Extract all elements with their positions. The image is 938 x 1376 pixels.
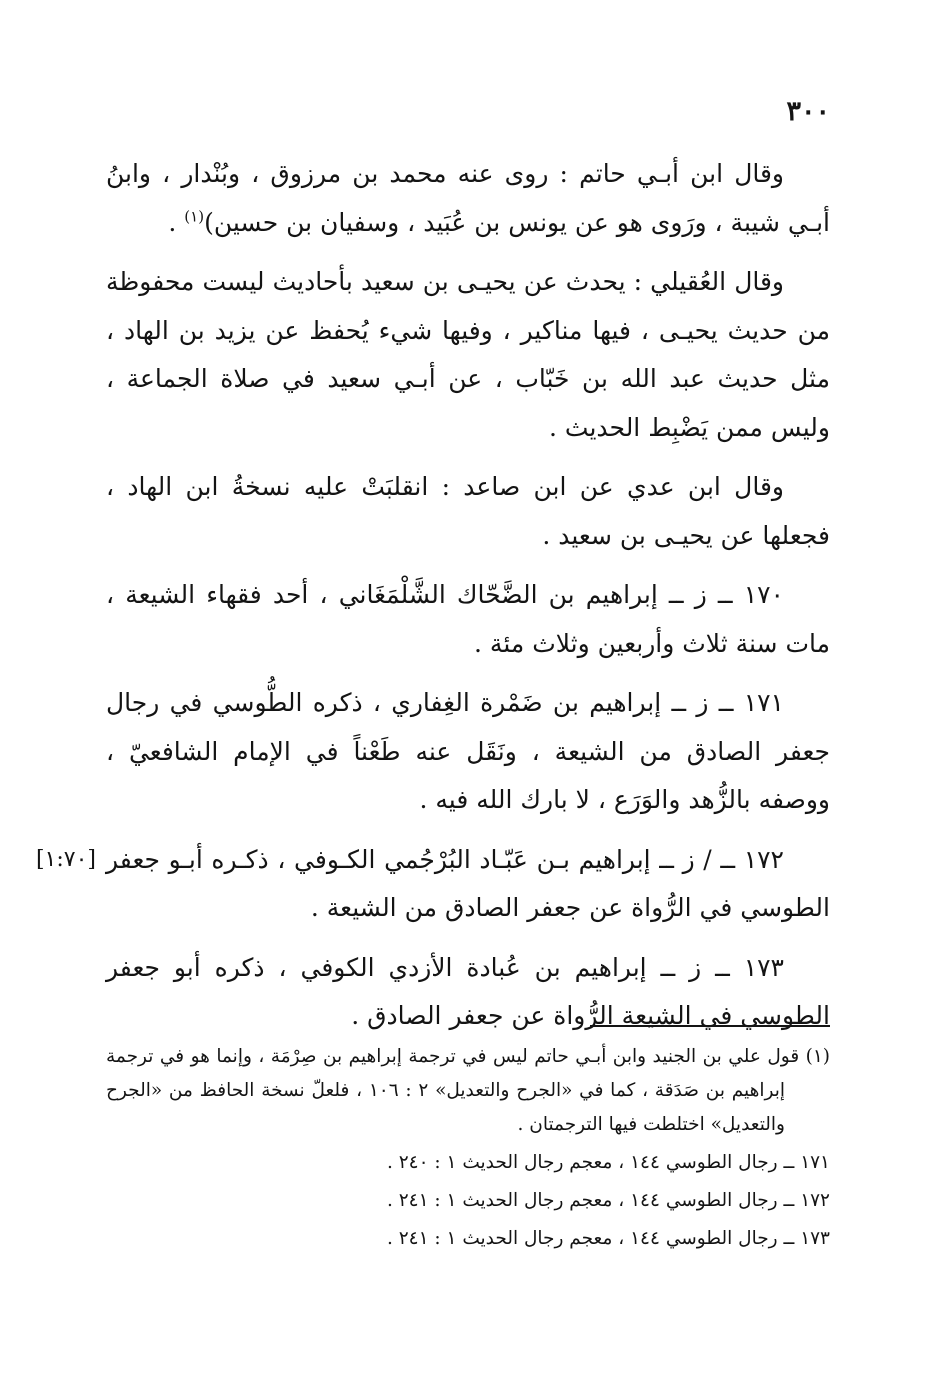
footnote-source-173: ١٧٣ ــ رجال الطوسي ١٤٤ ، معجم رجال الحديث ١ : ٢٤١ . <box>386 1228 830 1249</box>
footnotes <box>106 1040 830 1260</box>
footnote-source-171: ١٧١ ــ رجال الطوسي ١٤٤ ، معجم رجال الحديث ١ : ٢٤٠ . <box>386 1152 830 1173</box>
footnote-marker: (١) <box>184 207 205 226</box>
paragraph-end: . <box>168 207 185 237</box>
paragraph-ibn-adi: وقال ابن عدي عن ابن صاعد : انقلبَتْ عليه نسخةُ ابن الهاد ، فجعلها عن يحيـى بن سعيد . <box>106 472 830 550</box>
entry-172: ١٧٢ ــ / ز ــ إبراهيم بـن عَبّـاد البُرْجُمي الكـوفي ، ذكـره أبـو جعفر الطوسي في الرُّواة عن جعفر الصادق من الشيعة . <box>106 844 830 922</box>
footnote-divider <box>590 1025 830 1027</box>
entry-172-wrapper <box>35 836 830 933</box>
page-number: ٣٠٠ <box>786 96 830 127</box>
marginal-reference: [١:٧٠] <box>35 846 96 872</box>
paragraph-text: وقال ابن أبـي حاتم : روى عنه محمد بن مرزوق ، وبُنْدار ، وابنُ أبـي شيبة ، ورَوى هو عن يونس بن عُبَيد ، وسفيان بن حسين) <box>106 159 830 237</box>
main-text <box>35 150 830 1052</box>
entry-171: ١٧١ ــ ز ــ إبراهيم بن ضَمْرة الغِفاري ، ذكره الطُّوسي في رجال جعفر الصادق من الشيعة ، ونَقَل عنه طَعْناً في الإمام الشافعيّ ، ووصفه بالزُّهد والوَرَع ، لا بارك الله فيه . <box>106 688 830 814</box>
entry-170: ١٧٠ ــ ز ــ إبراهيم بن الضَّحّاك الشَّلْمَغَاني ، أحد فقهاء الشيعة ، مات سنة ثلاث وأربعين وثلاث مئة . <box>106 580 830 658</box>
footnote-source-172: ١٧٢ ــ رجال الطوسي ١٤٤ ، معجم رجال الحديث ١ : ٢٤١ . <box>386 1190 830 1211</box>
paragraph-uqayli: وقال العُقيلي : يحدث عن يحيـى بن سعيد بأحاديث ليست محفوظة من حديث يحيـى ، فيها مناكير ، وفيها شيء يُحفظ عن يزيد بن الهاد ، مثل حديث عبد الله بن خَبّاب ، عن أبـي سعيد في صلاة الجماعة ، وليس ممن يَضْبِط الحديث . <box>106 267 830 442</box>
footnote-1: (١) قول علي بن الجنيد وابن أبـي حاتم ليس في ترجمة إبراهيم بن صِرْمَة ، وإنما هو في ترجمة إبراهيم بن صَدَقة ، كما في «الجرح والتعديل» ٢ : ١٠٦ ، فلعلّ نسخة الحافظ من «الجرح والتعديل» اختلطت فيها الترجمتان . <box>106 1046 830 1135</box>
entry-173: ١٧٣ ــ ز ــ إبراهيم بن عُبادة الأزدي الكوفي ، ذكره أبو جعفر الطوسي في الشيعة الرُّواة عن جعفر الصادق . <box>106 952 830 1030</box>
paragraph-ibn-abi-hatim <box>106 150 830 247</box>
